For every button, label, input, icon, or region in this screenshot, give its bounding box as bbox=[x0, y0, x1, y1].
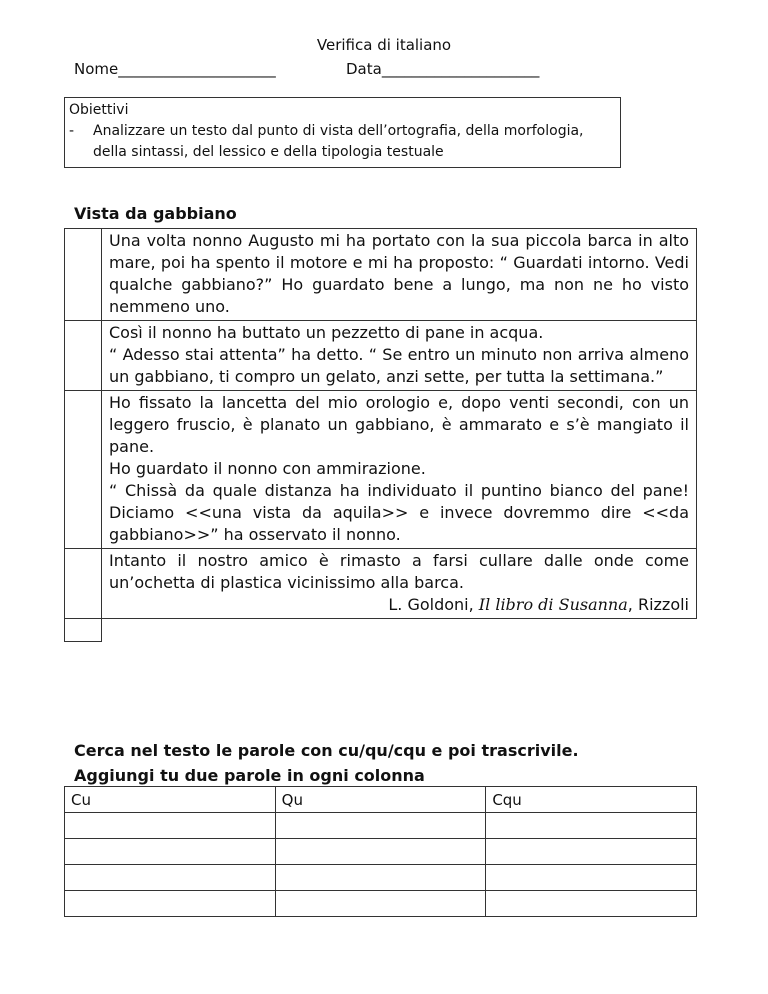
reading-title: Vista da gabbiano bbox=[74, 204, 237, 223]
paragraph-line: Ho fissato la lancetta del mio orologio e, dopo venti secondi, con un leggero fruscio, è planato un gabbiano, è ammarato e s’è mangiato il pane. bbox=[109, 393, 689, 456]
column-header: Cqu bbox=[486, 787, 697, 813]
paragraph-number-cell bbox=[65, 229, 102, 321]
paragraph-line: Ho guardato il nonno con ammirazione. bbox=[109, 459, 426, 478]
answer-cell[interactable] bbox=[65, 891, 276, 917]
credit-book-title: Il libro di Susanna bbox=[478, 595, 628, 614]
task-instruction-1: Cerca nel testo le parole con cu/qu/cqu e poi trascrivile. bbox=[74, 741, 579, 760]
answer-cell[interactable] bbox=[486, 813, 697, 839]
objectives-heading: Obiettivi bbox=[69, 102, 129, 118]
credit-publisher: , Rizzoli bbox=[627, 595, 689, 614]
credit-author: L. Goldoni, bbox=[388, 595, 479, 614]
paragraph-cell bbox=[102, 321, 697, 391]
answer-cell[interactable] bbox=[486, 891, 697, 917]
paragraph-cell bbox=[102, 391, 697, 549]
paragraph-line: Una volta nonno Augusto mi ha portato con la sua piccola barca in alto mare, poi ha spento il motore e mi ha proposto: “ Guardati intorno. Vedi qualche gabbiano?” Ho guardato bene a lungo, ma non ne ho visto nemmeno uno. bbox=[109, 231, 689, 316]
answer-cell[interactable] bbox=[65, 865, 276, 891]
answer-cell[interactable] bbox=[275, 813, 486, 839]
reading-row bbox=[65, 549, 697, 619]
table-row bbox=[65, 891, 697, 917]
paragraph-line: “ Chissà da quale distanza ha individuato il puntino bianco del pane! Diciamo <<una vista da aquila>> e invece dovremmo dire <<da gabbiano>>” ha osservato il nonno. bbox=[109, 481, 689, 544]
column-header: Qu bbox=[275, 787, 486, 813]
answer-cell[interactable] bbox=[486, 839, 697, 865]
paragraph-number-cell bbox=[65, 619, 102, 642]
answer-cell[interactable] bbox=[275, 891, 486, 917]
word-columns-table bbox=[64, 786, 697, 917]
paragraph-number-cell bbox=[65, 321, 102, 391]
answer-cell[interactable] bbox=[486, 865, 697, 891]
objective-item bbox=[69, 121, 616, 163]
empty-cell bbox=[102, 619, 697, 642]
paragraph-number-cell bbox=[65, 391, 102, 549]
name-field-line: Nome_____________________ bbox=[74, 60, 276, 78]
reading-table bbox=[64, 228, 697, 642]
paragraph-cell bbox=[102, 549, 697, 619]
answer-cell[interactable] bbox=[275, 839, 486, 865]
reading-row bbox=[65, 391, 697, 549]
paragraph-line: Intanto il nostro amico è rimasto a farsi cullare dalle onde come un’ochetta di plastica vicinissimo alla barca. bbox=[109, 551, 689, 592]
task-instruction-2: Aggiungi tu due parole in ogni colonna bbox=[74, 766, 425, 785]
answer-cell[interactable] bbox=[65, 813, 276, 839]
table-row bbox=[65, 839, 697, 865]
document-title: Verifica di italiano bbox=[316, 36, 452, 54]
paragraph-line: Così il nonno ha buttato un pezzetto di pane in acqua. bbox=[109, 323, 544, 342]
source-credit bbox=[109, 594, 689, 616]
objective-text: Analizzare un testo dal punto di vista dell’ortografia, della morfologia, della sintassi, del lessico e della tipologia testuale bbox=[93, 123, 584, 160]
reading-empty-row bbox=[65, 619, 697, 642]
objective-dash: - bbox=[69, 123, 75, 139]
answer-cell[interactable] bbox=[65, 839, 276, 865]
column-header: Cu bbox=[65, 787, 276, 813]
answer-cell[interactable] bbox=[275, 865, 486, 891]
table-row bbox=[65, 813, 697, 839]
paragraph-cell bbox=[102, 229, 697, 321]
reading-row bbox=[65, 321, 697, 391]
table-row bbox=[65, 865, 697, 891]
reading-row bbox=[65, 229, 697, 321]
date-field-line: Data_____________________ bbox=[346, 60, 540, 78]
paragraph-line: “ Adesso stai attenta” ha detto. “ Se entro un minuto non arriva almeno un gabbiano, ti compro un gelato, anzi sette, per tutta la settimana.” bbox=[109, 345, 689, 386]
objectives-box bbox=[64, 97, 621, 168]
paragraph-number-cell bbox=[65, 549, 102, 619]
